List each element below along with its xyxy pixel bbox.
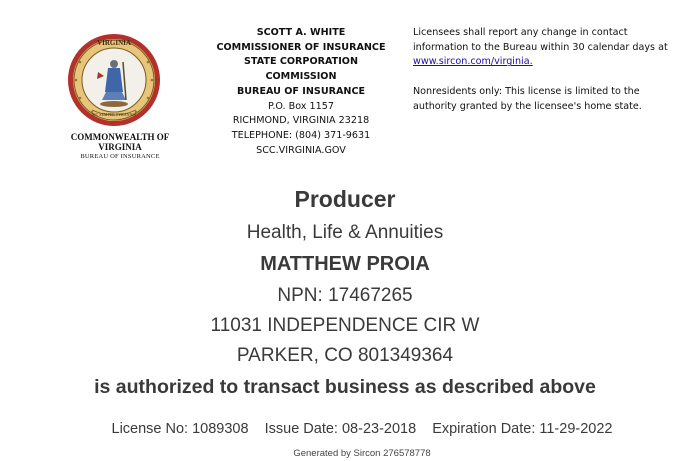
- commissioner-title: COMMISSIONER OF INSURANCE: [216, 41, 386, 53]
- license-type: Producer: [294, 186, 396, 212]
- address-line-2: PARKER, CO 801349364: [236, 345, 454, 366]
- svg-text:VIRGINIA: VIRGINIA: [97, 39, 131, 47]
- telephone: TELEPHONE: (804) 371-9631: [231, 129, 371, 141]
- notice-text-1: Licensees shall report any change in contact information to the Bureau within 30 calendar days at: [413, 27, 668, 53]
- expiration-date: Expiration Date: 11-29-2022: [432, 421, 613, 437]
- license-number: License No: 1089308: [111, 421, 249, 437]
- address-line-1: 11031 INDEPENDENCE CIR W: [210, 315, 480, 336]
- licensee-notice: [413, 26, 685, 114]
- seal-caption-line3: BUREAU OF INSURANCE: [80, 153, 160, 160]
- lines-of-authority: Health, Life & Annuities: [246, 222, 444, 243]
- bureau-name: BUREAU OF INSURANCE: [236, 85, 366, 97]
- issue-date: Issue Date: 08-23-2018: [264, 421, 417, 437]
- npn-number: NPN: 17467265: [277, 285, 413, 306]
- org-line1: STATE CORPORATION: [244, 56, 358, 68]
- city-state-zip: RICHMOND, VIRGINIA 23218: [232, 115, 370, 127]
- authorization-statement: is authorized to transact business as described above: [94, 376, 596, 398]
- virginia-seal-icon: [66, 32, 162, 128]
- sircon-link[interactable]: www.sircon.com/virginia.: [413, 56, 533, 68]
- notice-paragraph-1: [413, 26, 685, 70]
- license-details-row: [0, 421, 690, 437]
- po-box: P.O. Box 1157: [268, 100, 334, 112]
- commissioner-contact-block: [213, 26, 389, 158]
- generated-by-footer: Generated by Sircon 276578778: [293, 448, 431, 459]
- seal-caption: [58, 132, 182, 162]
- notice-paragraph-2: Nonresidents only: This license is limited to the authority granted by the licensee's home state.: [413, 85, 642, 112]
- seal-caption-line2: VIRGINIA: [98, 142, 142, 152]
- svg-text:SIC SEMPER TYRANNIS: SIC SEMPER TYRANNIS: [92, 112, 136, 117]
- org-line2: COMMISSION: [265, 71, 337, 83]
- seal-caption-line1: COMMONWEALTH OF: [70, 132, 170, 142]
- licensee-name: MATTHEW PROIA: [260, 253, 430, 275]
- commissioner-name: SCOTT A. WHITE: [256, 27, 346, 38]
- virginia-seal-block: [58, 32, 182, 162]
- website: SCC.VIRGINIA.GOV: [256, 144, 346, 156]
